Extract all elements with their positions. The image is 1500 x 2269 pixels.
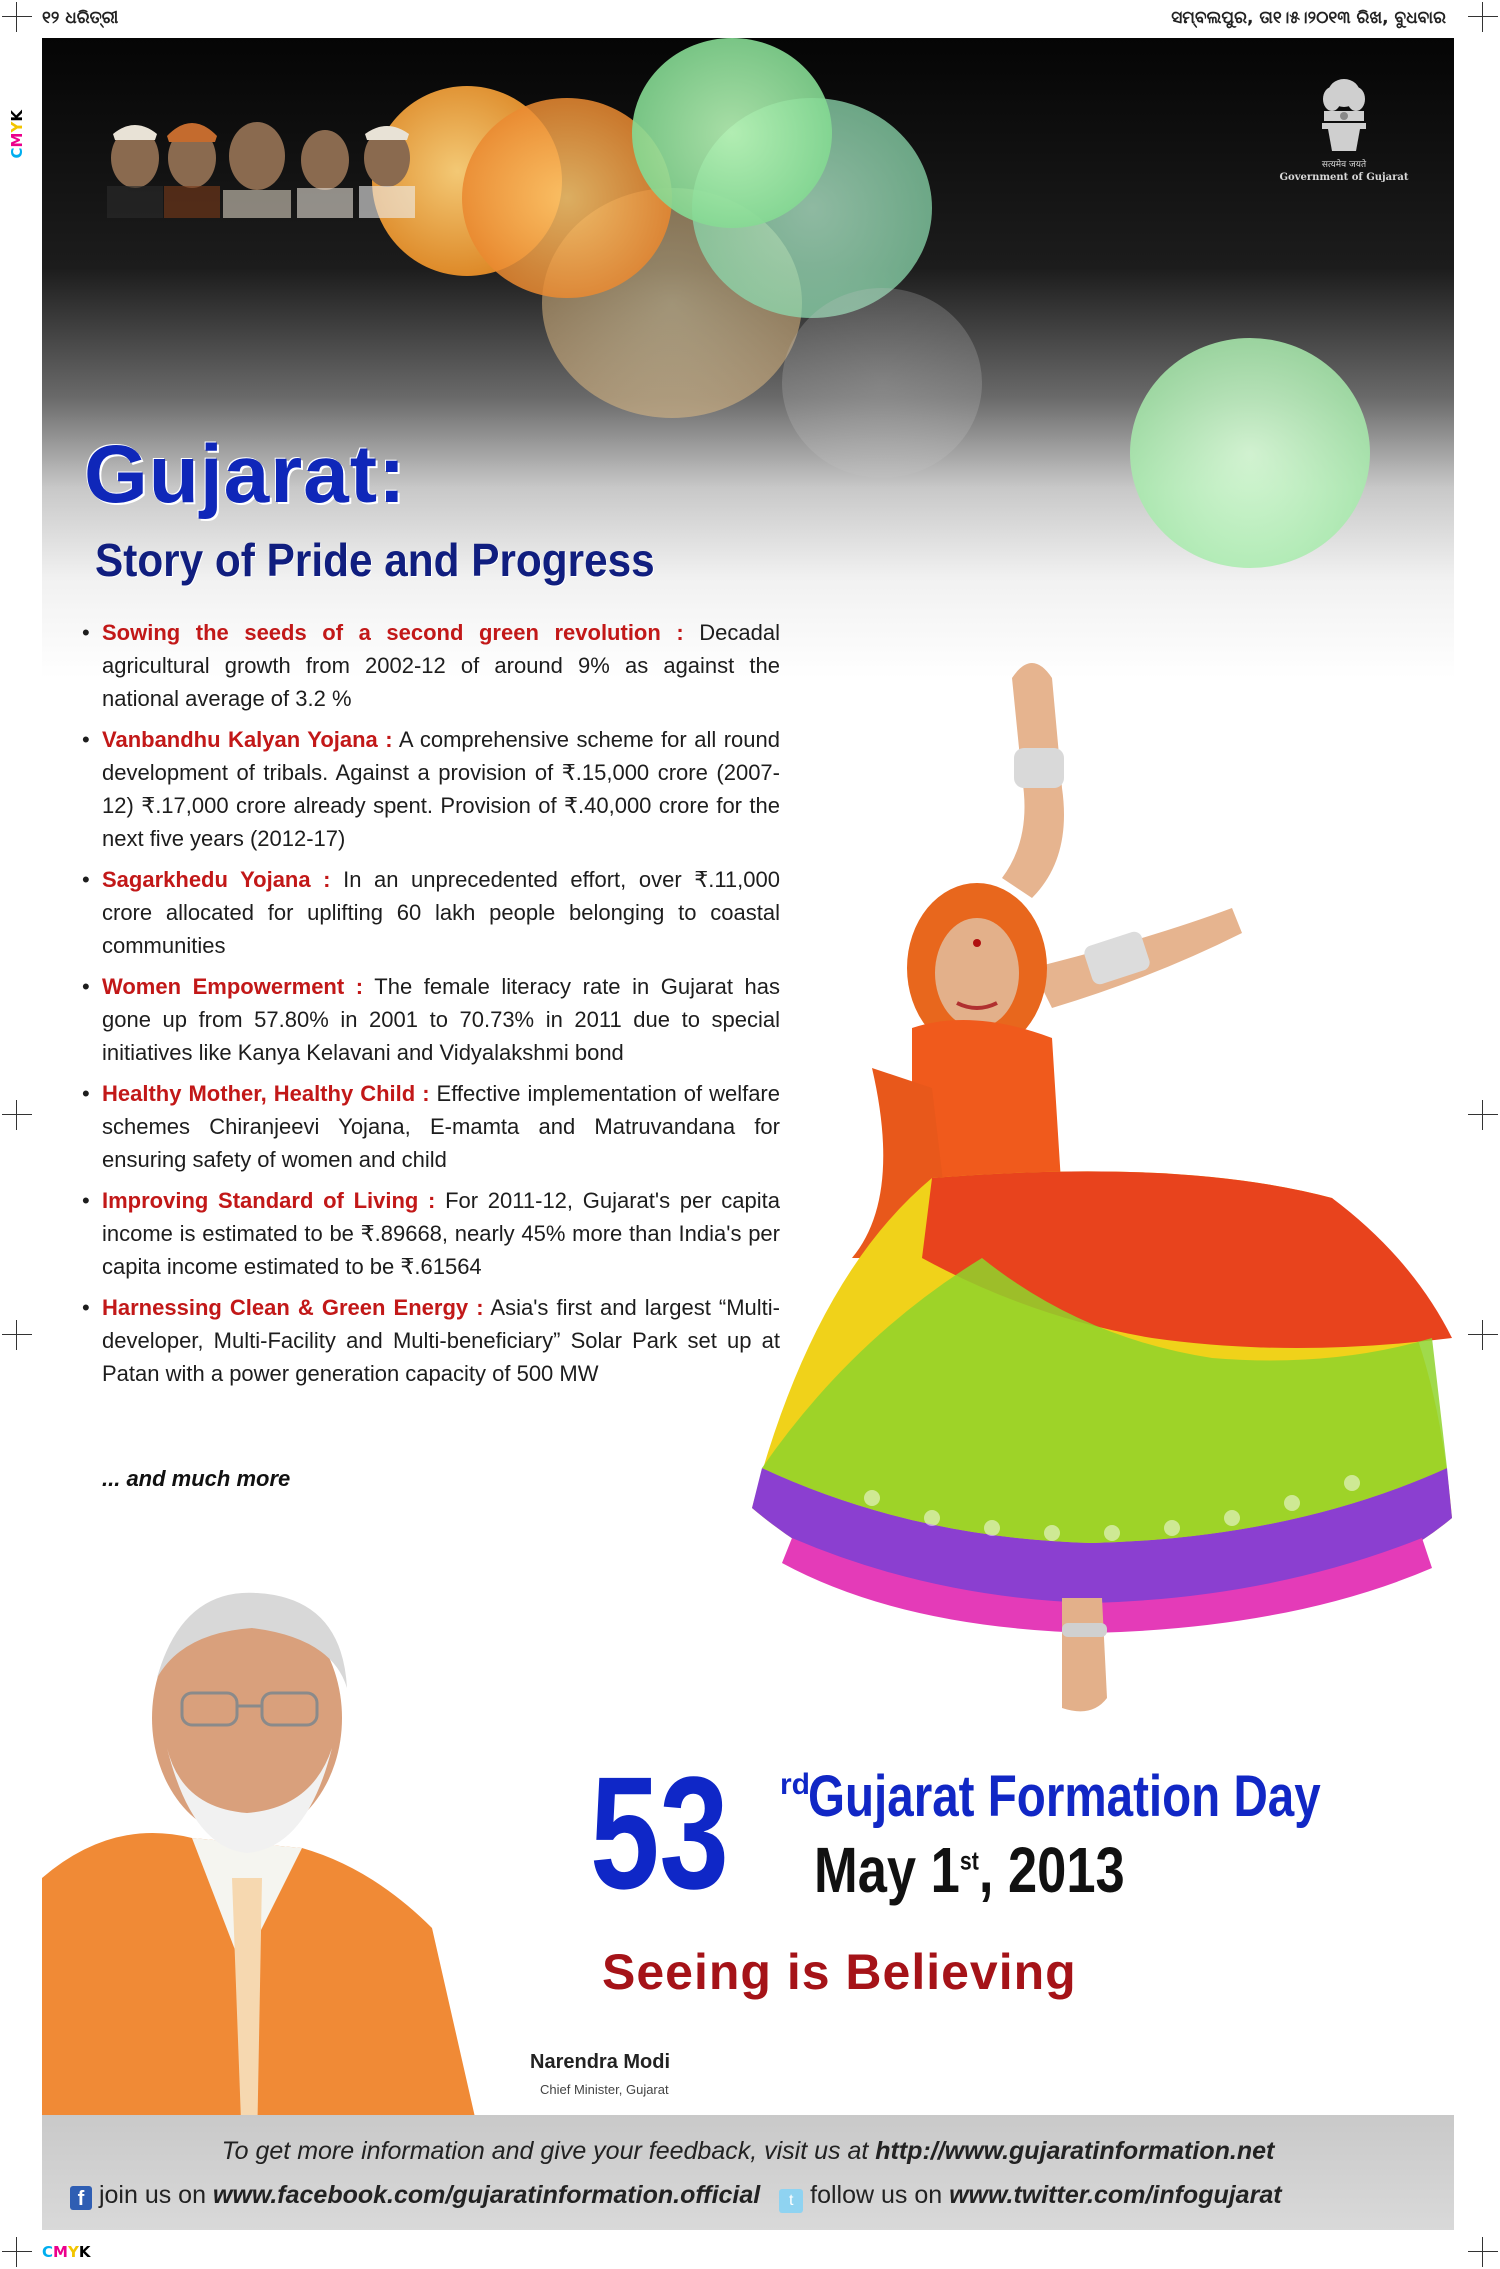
- cmyk-m: M: [8, 132, 26, 148]
- formation-day-block: [590, 1743, 1370, 1973]
- ordinal-suffix: rd: [780, 1768, 810, 1801]
- garba-dancer-image: [732, 638, 1454, 1738]
- crop-mark-icon: [2, 2, 32, 32]
- footer-info-text: To get more information and give your feedback,: [221, 2137, 758, 2165]
- item-heading: Improving Standard of Living :: [102, 1188, 436, 1213]
- leaders-portraits-image: [97, 98, 437, 218]
- item-heading: Harnessing Clean & Green Energy :: [102, 1295, 484, 1320]
- state-emblem: [1279, 73, 1409, 213]
- list-item: [80, 616, 780, 715]
- crop-mark-icon: [1468, 2237, 1498, 2267]
- chief-minister-portrait: [42, 1548, 482, 2148]
- advertisement: [42, 38, 1454, 2230]
- formation-date: [814, 1833, 1125, 1907]
- footer-visit-text: visit us at: [757, 2137, 876, 2165]
- cmyk-m: M: [53, 2243, 68, 2261]
- bokeh-light: [782, 288, 982, 478]
- twitter-prefix: follow us on: [810, 2181, 950, 2209]
- item-text: A comprehensive scheme for all round development of tribals. Against a provision of ₹.15,000 crore (2007-12) ₹.17,000 crore already spent. Provision of ₹.40,000 crore for the next five years (2012-17): [102, 727, 780, 851]
- list-item: [80, 723, 780, 855]
- formation-day-title: Gujarat Formation Day: [808, 1764, 1321, 1829]
- facebook-icon[interactable]: f: [70, 2186, 92, 2210]
- page-subtitle: Story of Pride and Progress: [95, 534, 655, 586]
- crop-mark-icon: [2, 1100, 32, 1130]
- twitter-link[interactable]: www.twitter.com/infogujarat: [949, 2181, 1282, 2209]
- item-heading: Healthy Mother, Healthy Child :: [102, 1081, 430, 1106]
- item-heading: Sowing the seeds of a second green revolution :: [102, 620, 684, 645]
- signature-role: Chief Minister, Gujarat: [540, 2082, 669, 2097]
- list-item: [80, 863, 780, 962]
- footer-bar: [42, 2115, 1454, 2230]
- tagline: Seeing is Believing: [602, 1944, 1077, 2000]
- website-link[interactable]: http://www.gujaratinformation.net: [875, 2137, 1275, 2165]
- newspaper-dateline: ସମ୍ବଲପୁର, ତା୧।୫।୨୦୧୩ ରିଖ, ବୁଧବାର: [1171, 8, 1446, 28]
- cmyk-k: K: [8, 110, 26, 122]
- item-heading: Women Empowerment :: [102, 974, 364, 999]
- footer-social-line: [70, 2181, 1430, 2213]
- crop-mark-icon: [1468, 1100, 1498, 1130]
- item-text: In an unprecedented effort, over ₹.11,000 crore allocated for uplifting 60 lakh people belonging to coastal communities: [102, 867, 780, 958]
- list-item: [80, 970, 780, 1069]
- twitter-icon[interactable]: t: [779, 2189, 803, 2213]
- cmyk-y: Y: [67, 2243, 79, 2261]
- list-item: [80, 1184, 780, 1283]
- crop-mark-icon: [1468, 1320, 1498, 1350]
- cmyk-registration-bottom: [42, 2243, 90, 2261]
- date-month: May 1: [814, 1834, 960, 1906]
- cmyk-c: C: [42, 2243, 54, 2261]
- cmyk-c: C: [8, 147, 26, 159]
- lion-capital-icon: [1316, 73, 1372, 153]
- bokeh-light: [1130, 338, 1370, 568]
- cmyk-k: K: [78, 2243, 91, 2261]
- item-text: For 2011-12, Gujarat's per capita income is estimated to be ₹.89668, nearly 45% more than India's per capita income estimated to be ₹.61564: [102, 1188, 780, 1279]
- facebook-link[interactable]: www.facebook.com/gujaratinformation.official: [212, 2181, 761, 2209]
- item-heading: Vanbandhu Kalyan Yojana :: [102, 727, 393, 752]
- item-text: Asia's first and largest “Multi-developer, Multi-Facility and Multi-beneficiary” Solar Park set up at Patan with a power generation capacity of 500 MW: [102, 1295, 781, 1386]
- achievements-list: [80, 616, 780, 1398]
- anniversary-number: 53: [590, 1743, 729, 1922]
- list-item: [80, 1077, 780, 1176]
- item-text: The female literacy rate in Gujarat has gone up from 57.80% in 2001 to 70.73% in 2011 due to special initiatives like Kanya Kelavani and Vidyalakshmi bond: [102, 974, 780, 1065]
- list-item: [80, 1291, 780, 1390]
- date-year: , 2013: [978, 1834, 1125, 1906]
- facebook-prefix: join us on: [98, 2181, 213, 2209]
- government-label: Government of Gujarat: [1279, 172, 1409, 183]
- item-text: Decadal agricultural growth from 2002-12 of around 9% as against the national average of 3.2 %: [102, 620, 780, 711]
- page-title: Gujarat:: [84, 429, 407, 520]
- cmyk-registration-side: [8, 110, 26, 158]
- newspaper-page-label: ୧୨ ଧରିତ୍ରୀ: [42, 8, 119, 28]
- signature-name: Narendra Modi: [530, 2051, 671, 2073]
- cmyk-y: Y: [8, 121, 26, 133]
- crop-mark-icon: [2, 2237, 32, 2267]
- emblem-motto: सत्यमेव जयते: [1321, 160, 1367, 170]
- crop-mark-icon: [2, 1320, 32, 1350]
- date-suffix: st: [959, 1845, 979, 1876]
- and-much-more: ... and much more: [102, 1466, 291, 1491]
- bokeh-light: [632, 38, 832, 228]
- item-heading: Sagarkhedu Yojana :: [102, 867, 331, 892]
- item-text: Effective implementation of welfare schemes Chiranjeevi Yojana, E-mamta and Matruvandana for ensuring safety of women and child: [102, 1081, 780, 1172]
- footer-info-line: [42, 2137, 1454, 2166]
- crop-mark-icon: [1468, 2, 1498, 32]
